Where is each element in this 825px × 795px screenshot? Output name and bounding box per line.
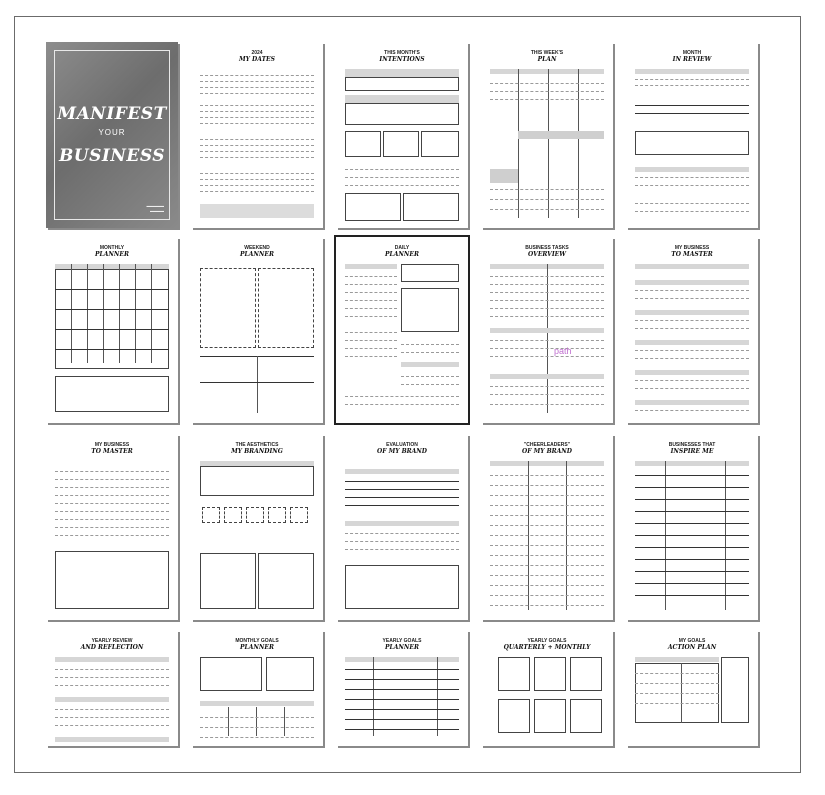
page-subtitle: PLANNER — [385, 251, 419, 258]
page-cover[interactable] — [46, 42, 178, 228]
page-business-tasks[interactable] — [481, 237, 613, 423]
page-evaluation[interactable] — [336, 434, 468, 620]
path-overlay-label: path — [554, 346, 572, 356]
page-goals-action-plan[interactable] — [626, 630, 758, 746]
page-subtitle: PLAN — [537, 56, 557, 63]
page-aesthetics[interactable] — [191, 434, 323, 620]
page-title: YEARLY GOALS — [527, 638, 567, 644]
page-body — [200, 657, 314, 736]
cover-title-line2: YOUR — [98, 128, 126, 137]
page-subtitle: PLANNER — [95, 251, 129, 258]
page-thumbnail-grid — [32, 30, 782, 746]
page-body — [490, 461, 604, 610]
page-weekend-planner[interactable] — [191, 237, 323, 423]
page-subtitle: IN REVIEW — [672, 56, 712, 63]
page-subtitle: PLANNER — [385, 644, 419, 651]
page-body — [635, 461, 749, 610]
page-title: MONTHLY GOALS — [235, 638, 279, 644]
page-body — [55, 461, 169, 610]
page-body — [635, 69, 749, 218]
page-subtitle: OVERVIEW — [528, 251, 566, 258]
page-daily-planner-selected[interactable] — [336, 237, 468, 423]
page-subtitle: QUARTERLY + MONTHLY — [503, 644, 591, 651]
page-title: DAILY — [394, 245, 410, 251]
page-body — [200, 264, 314, 413]
cover-footnote: ▬▬▬▬▬ ▬▬▬▬ — [146, 204, 164, 213]
page-title: MY BUSINESS — [674, 245, 710, 251]
page-body — [345, 264, 459, 413]
page-my-dates[interactable] — [191, 42, 323, 228]
page-subtitle: ACTION PLAN — [667, 644, 717, 651]
page-yearly-goals-1[interactable] — [336, 630, 468, 746]
page-intentions[interactable] — [336, 42, 468, 228]
page-cheerleaders[interactable] — [481, 434, 613, 620]
page-title: THIS MONTH'S — [384, 50, 420, 56]
page-subtitle: INSPIRE ME — [670, 448, 714, 455]
page-subtitle: TO MASTER — [91, 448, 133, 455]
page-monthly-goals[interactable] — [191, 630, 323, 746]
page-subtitle: INTENTIONS — [379, 56, 425, 63]
page-title: BUSINESSES THAT — [668, 442, 716, 448]
page-monthly-planner[interactable] — [46, 237, 178, 423]
page-title: THIS WEEK'S — [530, 50, 564, 56]
page-body — [635, 264, 749, 413]
page-title: THE AESTHETICS — [235, 442, 279, 448]
page-title: MONTHLY — [99, 245, 125, 251]
page-weekly-plan[interactable] — [481, 42, 613, 228]
page-business-master-1[interactable] — [626, 237, 758, 423]
page-body — [200, 461, 314, 610]
page-body — [635, 657, 749, 736]
page-title: EVALUATION — [386, 442, 418, 448]
page-month-review[interactable] — [626, 42, 758, 228]
page-subtitle: OF MY BRAND — [522, 448, 572, 455]
page-title: "CHEERLEADERS" — [523, 442, 571, 448]
page-title: BUSINESS TASKS — [525, 245, 569, 251]
page-body — [490, 69, 604, 218]
page-body — [200, 69, 314, 218]
cover-title-line3: BUSINESS — [58, 146, 166, 166]
page-body — [55, 657, 169, 736]
page-subtitle: OF MY BRAND — [377, 448, 427, 455]
page-yearly-review[interactable] — [46, 630, 178, 746]
page-subtitle: MY DATES — [239, 56, 275, 63]
page-body — [55, 264, 169, 413]
page-body — [345, 657, 459, 736]
page-subtitle: MY BRANDING — [231, 448, 283, 455]
page-body — [345, 461, 459, 610]
page-title: WEEKEND — [244, 245, 270, 251]
page-title: MY BUSINESS — [94, 442, 130, 448]
page-yearly-goals-2[interactable] — [481, 630, 613, 746]
page-body — [345, 69, 459, 218]
page-subtitle: PLANNER — [240, 251, 274, 258]
page-subtitle: AND REFLECTION — [80, 644, 144, 651]
cover-title-line1: MANIFEST — [57, 104, 167, 124]
page-title: MONTH — [682, 50, 702, 56]
page-title: MY GOALS — [678, 638, 706, 644]
page-title: YEARLY GOALS — [382, 638, 422, 644]
page-subtitle: PLANNER — [240, 644, 274, 651]
page-body — [490, 264, 604, 413]
page-business-master-2[interactable] — [46, 434, 178, 620]
page-title: YEARLY REVIEW — [91, 638, 133, 644]
page-subtitle: TO MASTER — [671, 251, 713, 258]
page-inspire-me[interactable] — [626, 434, 758, 620]
page-title: 2024 — [251, 50, 263, 56]
page-body — [490, 657, 604, 736]
